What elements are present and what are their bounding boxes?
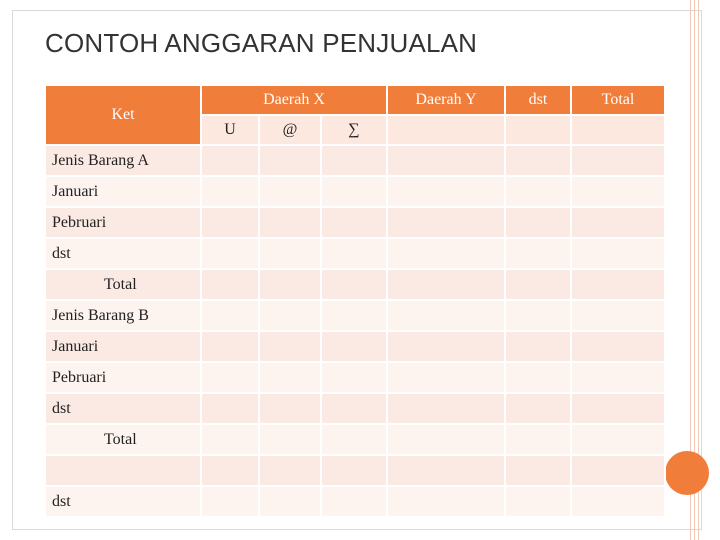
table-cell (259, 362, 321, 393)
table-cell (505, 269, 571, 300)
header-dst: dst (505, 85, 571, 115)
table-row (45, 238, 665, 269)
table-cell (201, 455, 259, 486)
table-cell (201, 145, 259, 176)
table-cell (321, 331, 387, 362)
table-row (45, 269, 665, 300)
table-cell (571, 331, 665, 362)
table-cell (571, 455, 665, 486)
table-cell (505, 486, 571, 517)
table-cell (259, 424, 321, 455)
row-label: dst (45, 393, 201, 424)
table-cell (201, 207, 259, 238)
table-cell (505, 176, 571, 207)
table-cell (571, 486, 665, 517)
table-cell (321, 424, 387, 455)
table-cell (201, 331, 259, 362)
row-label: Total (45, 269, 201, 300)
table-cell (387, 300, 505, 331)
table-cell (571, 176, 665, 207)
table-cell (505, 393, 571, 424)
row-label: Jenis Barang B (45, 300, 201, 331)
table-row (45, 331, 665, 362)
table-cell (201, 486, 259, 517)
table-row (45, 486, 665, 517)
table-cell (387, 238, 505, 269)
table-cell (259, 176, 321, 207)
table-cell (259, 145, 321, 176)
table-cell (387, 176, 505, 207)
table-cell (571, 145, 665, 176)
subheader-cell (505, 115, 571, 145)
table-cell (571, 207, 665, 238)
table-cell (387, 424, 505, 455)
table-cell (387, 145, 505, 176)
table-row (45, 424, 665, 455)
table-cell (505, 207, 571, 238)
row-label: Januari (45, 331, 201, 362)
table-cell (321, 269, 387, 300)
table-cell (259, 238, 321, 269)
table-cell (387, 207, 505, 238)
row-label (45, 455, 201, 486)
row-label: dst (45, 486, 201, 517)
table-row (45, 455, 665, 486)
row-label: Januari (45, 176, 201, 207)
table-cell (571, 424, 665, 455)
table-row (45, 145, 665, 176)
table-cell (321, 145, 387, 176)
subheader-sum: ∑ (321, 115, 387, 145)
table-cell (259, 300, 321, 331)
table-cell (201, 424, 259, 455)
table-cell (505, 300, 571, 331)
table-cell (505, 362, 571, 393)
subheader-cell (387, 115, 505, 145)
table-cell (321, 238, 387, 269)
table-cell (201, 300, 259, 331)
slide-title: CONTOH ANGGARAN PENJUALAN (45, 28, 478, 58)
budget-table (44, 84, 666, 518)
table-cell (201, 269, 259, 300)
table-cell (571, 238, 665, 269)
table-row (45, 207, 665, 238)
table-cell (201, 176, 259, 207)
table-cell (505, 145, 571, 176)
table-cell (505, 331, 571, 362)
table-cell (321, 300, 387, 331)
subheader-cell (571, 115, 665, 145)
table-cell (321, 393, 387, 424)
row-label: Pebruari (45, 207, 201, 238)
table-row (45, 176, 665, 207)
decor-circle (665, 451, 709, 495)
row-label: Pebruari (45, 362, 201, 393)
table-cell (259, 331, 321, 362)
header-daerah-y: Daerah Y (387, 85, 505, 115)
table-cell (387, 393, 505, 424)
table-cell (201, 362, 259, 393)
table-cell (571, 362, 665, 393)
table-cell (571, 269, 665, 300)
subheader-u: U (201, 115, 259, 145)
table-cell (387, 269, 505, 300)
table-cell (387, 362, 505, 393)
row-label: Total (45, 424, 201, 455)
table-cell (321, 207, 387, 238)
table-cell (321, 455, 387, 486)
table-row (45, 300, 665, 331)
table-cell (259, 486, 321, 517)
subheader-at: @ (259, 115, 321, 145)
table-cell (505, 424, 571, 455)
table-cell (387, 455, 505, 486)
row-label: Jenis Barang A (45, 145, 201, 176)
table-cell (201, 238, 259, 269)
row-label: dst (45, 238, 201, 269)
table-row (45, 362, 665, 393)
table-cell (505, 238, 571, 269)
table-cell (259, 393, 321, 424)
header-daerah-x: Daerah X (201, 85, 387, 115)
table-cell (259, 455, 321, 486)
header-row (45, 85, 665, 115)
table-row (45, 393, 665, 424)
table-cell (321, 486, 387, 517)
header-total: Total (571, 85, 665, 115)
table-cell (505, 455, 571, 486)
header-ket: Ket (45, 85, 201, 145)
table-cell (259, 269, 321, 300)
table-cell (387, 486, 505, 517)
table-cell (387, 331, 505, 362)
table-body (45, 145, 665, 517)
table-cell (259, 207, 321, 238)
table-cell (201, 393, 259, 424)
table-cell (571, 300, 665, 331)
table-cell (321, 362, 387, 393)
table-cell (321, 176, 387, 207)
table-cell (571, 393, 665, 424)
